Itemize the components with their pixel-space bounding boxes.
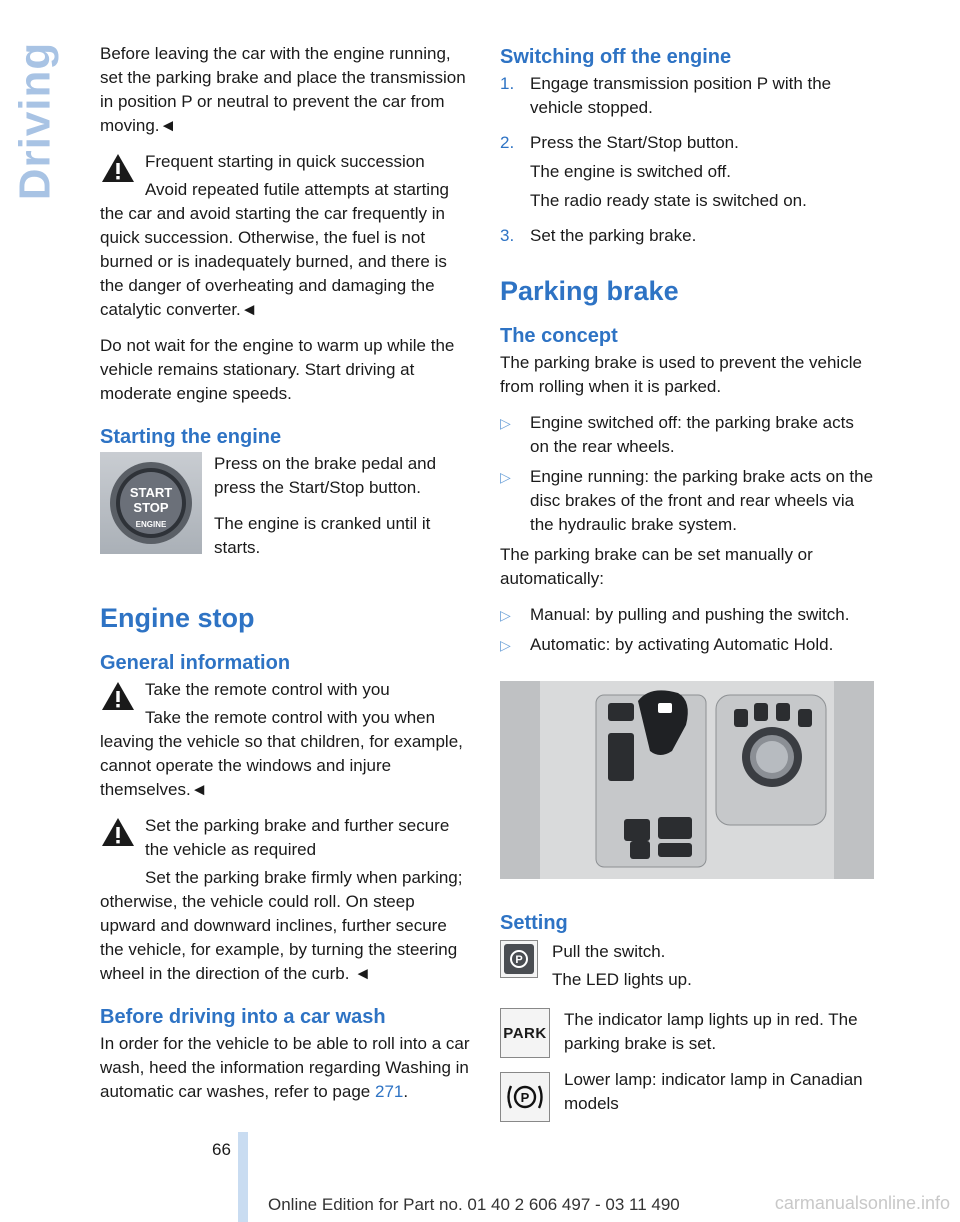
switch-off-steps: [500, 72, 874, 253]
list-item: [500, 224, 874, 253]
list-item: [500, 411, 874, 459]
button-label-stop: STOP: [133, 500, 169, 515]
right-column: [500, 42, 874, 1128]
svg-text:P: P: [515, 954, 523, 966]
footer-divider: [238, 1132, 248, 1222]
svg-text:P: P: [520, 1090, 530, 1105]
heading-switching-off: Switching off the engine: [500, 46, 732, 68]
bullet-text: Manual: by pulling and pushing the switch.: [530, 605, 850, 624]
warning-triangle-icon: [100, 816, 136, 848]
warning-remote-control: [100, 678, 472, 802]
lower-lamp-paragraph: Lower lamp: indicator lamp in Canadian models: [564, 1070, 863, 1113]
chapter-tab-label: Driving: [10, 41, 60, 201]
heading-engine-stop: Engine stop: [100, 603, 255, 633]
indicator-lamps: [500, 1008, 550, 1122]
list-item: [500, 603, 874, 627]
bullet-icon: ▷: [500, 637, 511, 653]
setting-step-1: Pull the switch.: [552, 942, 666, 961]
warning-text: Set the parking brake firmly when parking; otherwise, the vehicle could roll. On steep upward and downward inclines, further secure the vehicle, for example, by turning the steering wheel in the direction of the curb. ◄: [100, 868, 463, 983]
left-column: [100, 42, 472, 1116]
watermark: carmanualsonline.info: [774, 1193, 950, 1213]
bullet-text: Engine switched off: the parking brake acts on the rear wheels.: [530, 413, 854, 456]
manual-auto-paragraph: The parking brake can be set manually or automatically:: [500, 545, 813, 588]
step-text: Engage transmission position P with the vehicle stopped.: [530, 74, 832, 117]
starting-step-2: The engine is cranked until it starts.: [214, 514, 431, 557]
heading-parking-brake: Parking brake: [500, 276, 679, 306]
heading-concept: The concept: [500, 325, 618, 347]
warmup-paragraph: Do not wait for the engine to warm up while the vehicle remains stationary. Start driving at moderate engine speeds.: [100, 336, 455, 403]
step-text: Set the parking brake.: [530, 226, 697, 245]
list-item: [500, 465, 874, 537]
warning-text: Take the remote control with you when leaving the vehicle so that children, for example, cannot operate the windows and injure themselves.◄: [100, 708, 463, 799]
list-item: [500, 72, 874, 125]
step-number: 3.: [500, 226, 515, 245]
parking-brake-switch-icon: [504, 944, 534, 974]
step-number: 2.: [500, 133, 515, 152]
heading-general-information: General information: [100, 652, 291, 674]
edition-note: Online Edition for Part no. 01 40 2 606 497 - 03 11 490: [268, 1195, 680, 1214]
page-reference-link[interactable]: 271: [374, 1082, 404, 1101]
indicator-text: [564, 1008, 874, 1128]
canadian-indicator-lamp: [500, 1072, 550, 1122]
center-console-photo: [500, 681, 874, 879]
setting-text: [552, 940, 692, 1004]
setting-step-2: The LED lights up.: [552, 970, 692, 989]
warning-triangle-icon: [100, 152, 136, 184]
parking-brake-indicator-icon: [505, 1082, 545, 1112]
starting-step-1: Press on the brake pedal and press the Start/Stop button.: [214, 454, 437, 497]
car-wash-end: .: [403, 1082, 409, 1101]
warning-title: Frequent starting in quick succession: [145, 152, 425, 171]
step-text: The engine is switched off.: [530, 162, 731, 181]
starting-text: [214, 452, 472, 572]
park-indicator-lamp: [500, 1008, 550, 1058]
heading-starting-engine: Starting the engine: [100, 426, 282, 448]
heading-car-wash: Before driving into a car wash: [100, 1006, 386, 1028]
car-wash-text: In order for the vehicle to be able to roll into a car wash, heed the information regarding Washing in automatic car washes, refer to page: [100, 1034, 470, 1101]
warning-secure-vehicle: [100, 814, 472, 986]
page-number: 66: [212, 1140, 231, 1159]
warning-frequent-starting: [100, 150, 472, 322]
step-text: Press the Start/Stop button.: [530, 133, 739, 152]
warning-title: Set the parking brake and further secure the vehicle as required: [145, 816, 450, 859]
list-item: [500, 131, 874, 218]
bullet-icon: ▷: [500, 607, 511, 623]
warning-text: Avoid repeated futile attempts at starting the car and avoid starting the car frequently in quick succession. Otherwise, the fuel is not burned or is inadequately burned, and there is the danger of overheating and damaging the catalytic converter.◄: [100, 180, 449, 319]
indicator-paragraph: The indicator lamp lights up in red. The parking brake is set.: [564, 1010, 858, 1053]
list-item: [500, 633, 874, 657]
heading-setting: Setting: [500, 912, 568, 934]
warning-title: Take the remote control with you: [145, 680, 390, 699]
bullet-text: Automatic: by activating Automatic Hold.: [530, 635, 834, 654]
indicator-figure: [500, 1008, 874, 1128]
warning-triangle-icon: [100, 680, 136, 712]
step-number: 1.: [500, 74, 515, 93]
chapter-tab: [0, 36, 70, 206]
bullet-icon: ▷: [500, 469, 511, 485]
bullet-text: Engine running: the parking brake acts on the disc brakes of the front and rear wheels via the hydraulic brake system.: [530, 467, 874, 534]
concept-paragraph: The parking brake is used to prevent the vehicle from rolling when it is parked.: [500, 353, 862, 396]
start-stop-button-icon: [108, 460, 194, 546]
start-stop-button-image: [100, 452, 202, 554]
setting-figure: [500, 940, 874, 1004]
park-indicator-label: PARK: [503, 1024, 547, 1042]
step-text: The radio ready state is switched on.: [530, 191, 807, 210]
button-label-engine: ENGINE: [135, 520, 167, 529]
car-wash-paragraph: [100, 1032, 472, 1104]
parking-brake-switch-image: [500, 940, 538, 978]
bullet-icon: ▷: [500, 415, 511, 431]
start-button-figure: [100, 452, 472, 572]
intro-paragraph: Before leaving the car with the engine running, set the parking brake and place the transmission in position P or neutral to prevent the car from moving.◄: [100, 44, 466, 135]
button-label-start: START: [129, 485, 173, 500]
